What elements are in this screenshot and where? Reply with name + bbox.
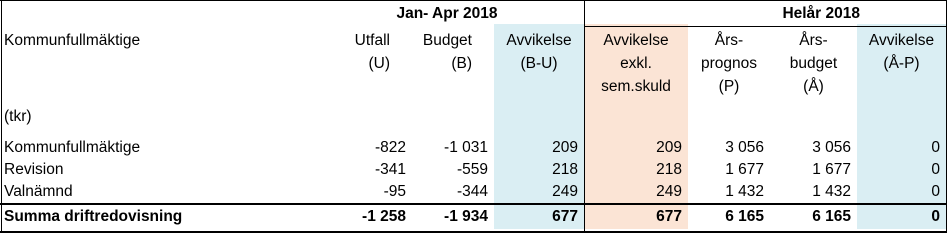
table-row-value: 1 677 xyxy=(812,161,851,178)
table-row-value: -559 xyxy=(456,161,488,178)
column-header-line: Års- xyxy=(799,32,828,49)
table-row-value: -95 xyxy=(383,183,406,200)
grid-line xyxy=(0,0,947,1)
grid-line xyxy=(0,231,947,233)
total-row-label: Summa driftredovisning xyxy=(4,208,183,225)
table-row-value: 209 xyxy=(552,139,578,156)
column-header-line: prognos xyxy=(700,55,757,72)
grid-line xyxy=(584,0,585,233)
table-row-value: -1 031 xyxy=(444,139,488,156)
row-title: Kommunfullmäktige xyxy=(4,32,141,49)
table-row-label: Kommunfullmäktige xyxy=(4,139,141,156)
unit-label: (tkr) xyxy=(4,108,32,125)
table-row-value: 209 xyxy=(656,139,682,156)
table-row-value: -822 xyxy=(374,139,406,156)
table-row-value: 1 677 xyxy=(725,161,764,178)
grid-line xyxy=(0,203,947,205)
total-row-value: 6 165 xyxy=(725,208,764,225)
column-header-line: Avvikelse xyxy=(868,32,935,49)
column-header-line: (U) xyxy=(368,55,390,72)
column-header-line: (Å-P) xyxy=(883,55,920,72)
column-header-line: (P) xyxy=(718,78,740,95)
table-row-value: 3 056 xyxy=(725,139,764,156)
column-header-line: Avvikelse xyxy=(506,32,572,49)
table-row-label: Valnämnd xyxy=(4,183,73,200)
table-row-value: -341 xyxy=(374,161,406,178)
table-row-value: 0 xyxy=(931,161,940,178)
column-header-line: Års- xyxy=(714,32,744,49)
table-row-value: 3 056 xyxy=(812,139,851,156)
column-header-line: budget xyxy=(789,55,838,72)
table-row-value: 218 xyxy=(656,161,682,178)
table-row-value: 1 432 xyxy=(812,183,851,200)
grid-line xyxy=(946,0,947,233)
column-header-line: (Å) xyxy=(803,78,824,95)
table-row-value: 1 432 xyxy=(725,183,764,200)
column-header-line: Budget xyxy=(422,32,472,49)
table-row-value: 0 xyxy=(931,139,940,156)
column-header-line: (B-U) xyxy=(520,55,558,72)
total-row-value: -1 258 xyxy=(362,208,406,225)
grid-line xyxy=(1,0,2,233)
total-row-value: 0 xyxy=(931,208,940,225)
column-header-line: Avvikelse xyxy=(603,32,669,49)
column-header-line: Utfall xyxy=(354,32,390,49)
column-header-line: sem.skuld xyxy=(601,78,671,95)
table-row-value: 249 xyxy=(656,183,682,200)
column-header-line: exkl. xyxy=(620,55,652,72)
table-row-value: -344 xyxy=(456,183,488,200)
total-row-value: 6 165 xyxy=(812,208,851,225)
total-row-value: -1 934 xyxy=(444,208,488,225)
table-row-value: 218 xyxy=(552,161,578,178)
total-row-value: 677 xyxy=(656,208,682,225)
grid-line xyxy=(584,26,947,27)
group-header-jan-apr: Jan- Apr 2018 xyxy=(396,5,498,22)
group-header-helar: Helår 2018 xyxy=(782,5,860,22)
column-header-line: (B) xyxy=(451,55,472,72)
total-row-value: 677 xyxy=(552,208,578,225)
table-row-value: 0 xyxy=(931,183,940,200)
table-row-label: Revision xyxy=(4,161,64,178)
table-row-value: 249 xyxy=(552,183,578,200)
